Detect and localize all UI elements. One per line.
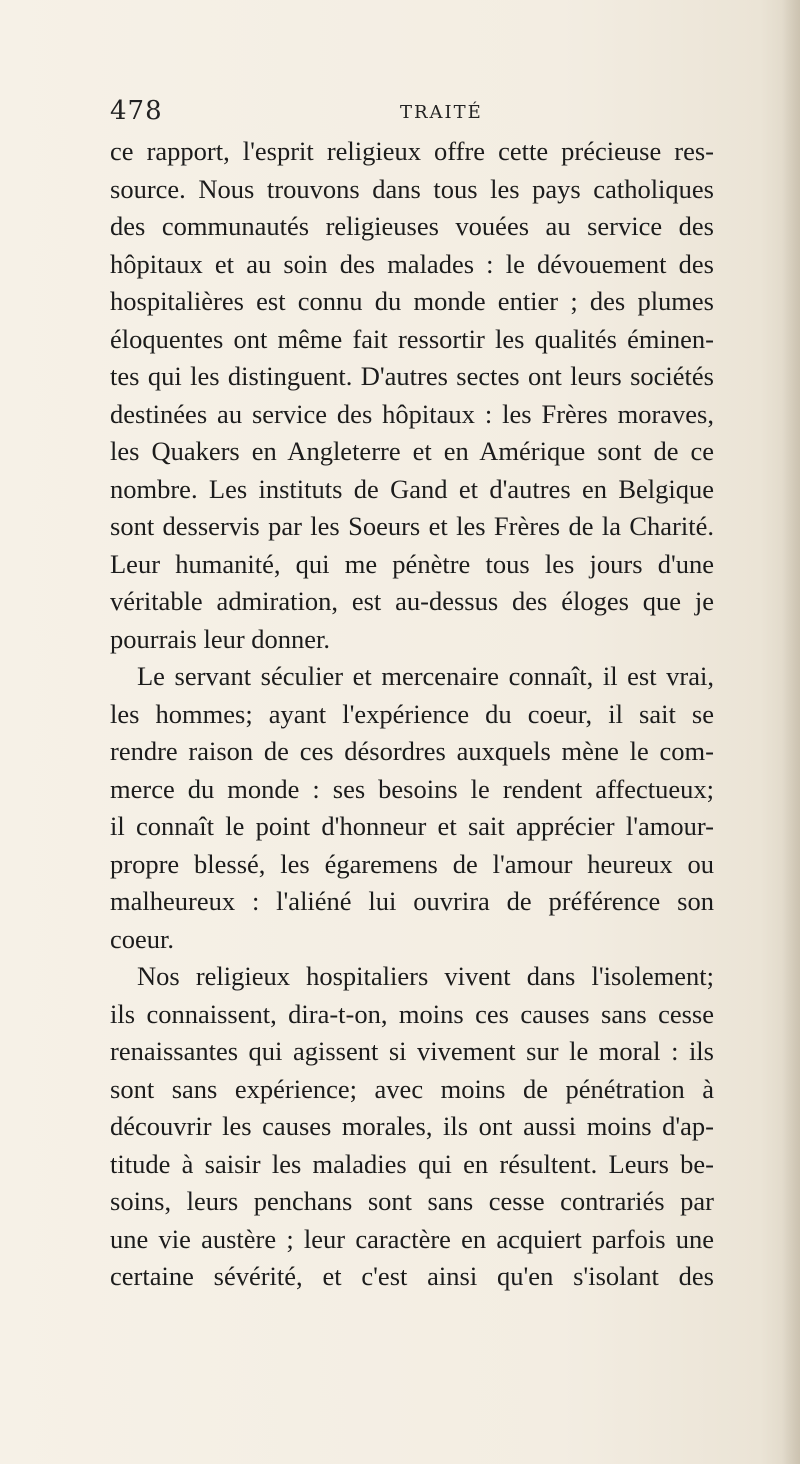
- page-number: 478: [110, 96, 163, 126]
- text-line: source. Nous trouvons dans tous les pays catholiques: [110, 173, 714, 204]
- text-line: destinées au service des hôpitaux : les Frères moraves,: [110, 398, 714, 429]
- text-line: Nos religieux hospitaliers vivent dans l'isolement;: [137, 961, 714, 991]
- text-line: les Quakers en Angleterre et en Amérique sont de ce: [110, 436, 714, 466]
- text-line: hôpitaux et au soin des malades : le dévouement des: [110, 248, 714, 279]
- text-line: coeur.: [110, 923, 175, 954]
- text-line: rendre raison de ces désordres auxquels mène le com-: [110, 736, 714, 766]
- running-head: TRAITÉ: [400, 102, 483, 123]
- text-line: découvrir les causes morales, ils ont aussi moins d'ap-: [110, 1111, 714, 1141]
- text-line: sont sans expérience; avec moins de pénétration à: [110, 1073, 714, 1104]
- text-line: tes qui les distinguent. D'autres sectes ont leurs sociétés: [110, 361, 714, 391]
- text-line: ce rapport, l'esprit religieux offre cette précieuse res-: [110, 136, 714, 166]
- text-line: certaine sévérité, et c'est ainsi qu'en s'isolant des: [110, 1261, 714, 1291]
- text-line: des communautés religieuses vouées au service des: [110, 211, 714, 241]
- text-line: titude à saisir les maladies qui en résultent. Leurs be-: [110, 1148, 714, 1179]
- body-text: [110, 133, 714, 1296]
- text-line: Le servant séculier et mercenaire connaît, il est vrai,: [137, 661, 714, 691]
- text-line: nombre. Les instituts de Gand et d'autres en Belgique: [110, 473, 714, 504]
- page-header: [110, 96, 712, 136]
- text-line: propre blessé, les égaremens de l'amour heureux ou: [110, 848, 714, 879]
- text-line: merce du monde : ses besoins le rendent affectueux;: [110, 773, 714, 804]
- text-line: renaissantes qui agissent si vivement sur le moral : ils: [110, 1036, 714, 1066]
- text-line: soins, leurs penchans sont sans cesse contrariés par: [110, 1186, 714, 1216]
- text-line: il connaît le point d'honneur et sait apprécier l'amour-: [110, 811, 714, 841]
- text-line: Leur humanité, qui me pénètre tous les jours d'une: [110, 548, 714, 579]
- text-line: hospitalières est connu du monde entier ; des plumes: [110, 286, 714, 316]
- text-line: les hommes; ayant l'expérience du coeur, il sait se: [110, 698, 714, 729]
- text-line: sont desservis par les Soeurs et les Frères de la Charité.: [110, 511, 714, 541]
- text-line: une vie austère ; leur caractère en acquiert parfois une: [110, 1223, 714, 1254]
- text-line: éloquentes ont même fait ressortir les qualités éminen-: [110, 323, 714, 354]
- text-line: véritable admiration, est au-dessus des éloges que je: [110, 586, 714, 616]
- text-line: pourrais leur donner.: [110, 623, 331, 654]
- text-line: malheureux : l'aliéné lui ouvrira de préférence son: [110, 886, 714, 916]
- page-edge-shadow: [782, 0, 800, 1464]
- text-line: ils connaissent, dira-t-on, moins ces causes sans cesse: [110, 998, 714, 1029]
